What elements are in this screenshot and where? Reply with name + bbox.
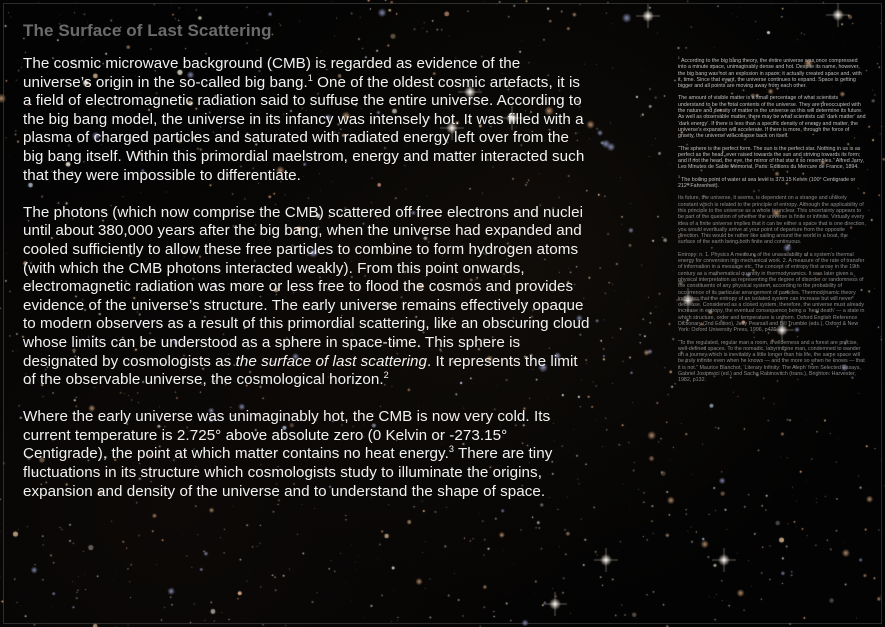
footnote-text: Entropy: n. 1. Physics A measure of the unavailability of a system’s thermal energy for conversion into mechanical work. 2. A measure of the rate of transfer of information in a message etc. The concept of entropy first arose in the 19th century as a mathematical quantity in thermodynamics. It was later given a physical interpretation as representing the degree of disorder or randomness of the constituents of any physical system, according to the probability of occurrence of its particular arrangement of particles. Thermodynamic theory indicates that the entropy of an isolated system can increase but will never decrease. Considered as a closed system, therefore, the universe must already increase in entropy, the eventual consequence being a ‘heat death’ — a state in which structure, order and temperature is uniform. Oxford English Reference Dictionary (2nd Edition), Judy Pearsall and Bill Trumble (eds.), Oxford & New York: Oxford University Press, 1996, p470. <box>678 251 865 334</box>
footnotes-column <box>678 58 866 390</box>
main-text <box>23 55 591 520</box>
footnote-text: Its future, the universe, it seems, is dependent on a strange and unlikely constant which is related to the principle of entropy. Although the applicability of this principle to the universe as a whole is unclear. This uncertainty appears to be part of the question of whether the universe is finite or infinite. Virtually every idea of a finite universe implies that it can be either a space that is one direction, you would eventually arrive at your point of departure from the opposite direction. This would be rather like sailing around the world in a boat, the surface of the earth being both finite and continuous. <box>678 195 866 246</box>
footnote <box>678 252 866 334</box>
paragraph-2-text: The photons (which now comprise the CMB) scattered off free electrons and nuclei until about 380,000 years after the big bang, when the universe had expanded and cooled sufficiently to allow these free particles to combine to form hydrogen atoms (with which the CMB photons interacted weakly). From this point onwards, electromagnetic radiation was more or less free to flood the cosmos and provides evidence of the universe’s structure. The early universe remains effectively opaque to modern observers as a result of this primordial scattering, like an obscuring cloud whose limits can be understood as a sphere in space-time. This sphere is designated by cosmologists as <box>23 203 590 370</box>
footnote <box>678 95 866 139</box>
footnote <box>678 195 866 245</box>
footnote-text: The amount of visible matter is a small percentage of what scientists understand to be the total contents of the universe. They are preoccupied with the nature and density of matter in the universe as this will determine its future. As well as observable matter, there may be what scientists call ‘dark matter’ and ‘dark energy’. If there is less than a specific density of energy and matter, the universe’s expansion will accelerate. If there is more, through the force of gravity, the universe will collapse back on itself. <box>678 95 866 140</box>
footnote-text: The boiling point of water at sea level is 373.15 Kelvin (100° Centigrade or 212° Fahrenheit). <box>678 176 856 190</box>
footnote <box>678 146 866 171</box>
footnote-text: “The sphere is the perfect form. The sun is the perfect star. Nothing in us is as perfect as the head, ever raised towards the sun and striving towards its form; and if not the head, the eye, the mirror of that star it so resembles.” Alfred Jarry, Les Minutes de Sable Mémorial, Paris: Editions du Mercure de France, 1894. <box>678 145 864 171</box>
paragraph-1-text-cont: One of the oldest cosmic artefacts, it is a field of electromagnetic radiation said to suffuse the entire universe. According to the big bang model, the universe in its infancy was intensely hot. It was filled with a plasma of charged particles and saturated with radiated energy left over from the big bang itself. Within this primordial maelstrom, energy and matter interacted such that they were impossible to differentiate. <box>23 73 585 184</box>
paragraph-2-emphasis: the surface of last scattering <box>235 352 428 370</box>
paragraph-2 <box>23 204 591 390</box>
footnote-text: “To the regulated, regular man a room, a wilderness and a forest are precise, well-defined spaces. To the nomadic, labyrinthine man, condemned to wander on a journey which is inevitably a little longer than his life, the same space will be truly infinite even when he knows — and the more so when he knows — that it is not.” Maurice Blanchot, ‘Literary Infinity: The Aleph’ from Selected Essays, Gabriel Josipovici (ed.) and Sacha Rabinovitch (trans.), Brighton: Harvester, 1982, p132. <box>678 339 865 384</box>
footnote-ref-1: 1 <box>307 72 313 83</box>
page-title: The Surface of Last Scattering <box>23 21 272 40</box>
paragraph-3 <box>23 408 591 501</box>
footnote <box>678 340 866 384</box>
paragraph-2-text-cont: . It represents the limit of the observable universe, the cosmological horizon. <box>23 352 578 389</box>
paragraph-3-text: Where the early universe was unimaginably hot, the CMB is now very cold. Its current temperature is 2.725° above absolute zero (0 Kelvin or -273.15° Centigrade), the point at which matter contains no heat energy. <box>23 408 551 463</box>
footnote-ref-2: 2 <box>383 370 389 381</box>
footnote-number: 1 <box>678 56 680 61</box>
footnote <box>678 58 866 89</box>
paragraph-3-text-cont: There are tiny fluctuations in its structure which cosmologists study to illuminate the origins, expansion and density of the universe and to understand the shape of space. <box>23 445 553 500</box>
paragraph-1 <box>23 55 591 185</box>
footnote-number: 3 <box>678 174 680 179</box>
footnote <box>678 174 866 190</box>
paragraph-1-text: The cosmic microwave background (CMB) is regarded as evidence of the universe’s origin in the so-called big bang. <box>23 55 521 91</box>
footnote-ref-3: 3 <box>448 444 454 455</box>
footnote-text: According to the big bang theory, the entire universe was once compressed into a minute space, unimaginably dense and hot. Despite its name, however, the big bang was not an explosion in space; it actually created space and, with it, time. Since that event, the universe continues to expand. Space is getting bigger and all points are moving away from each other. <box>678 58 862 90</box>
